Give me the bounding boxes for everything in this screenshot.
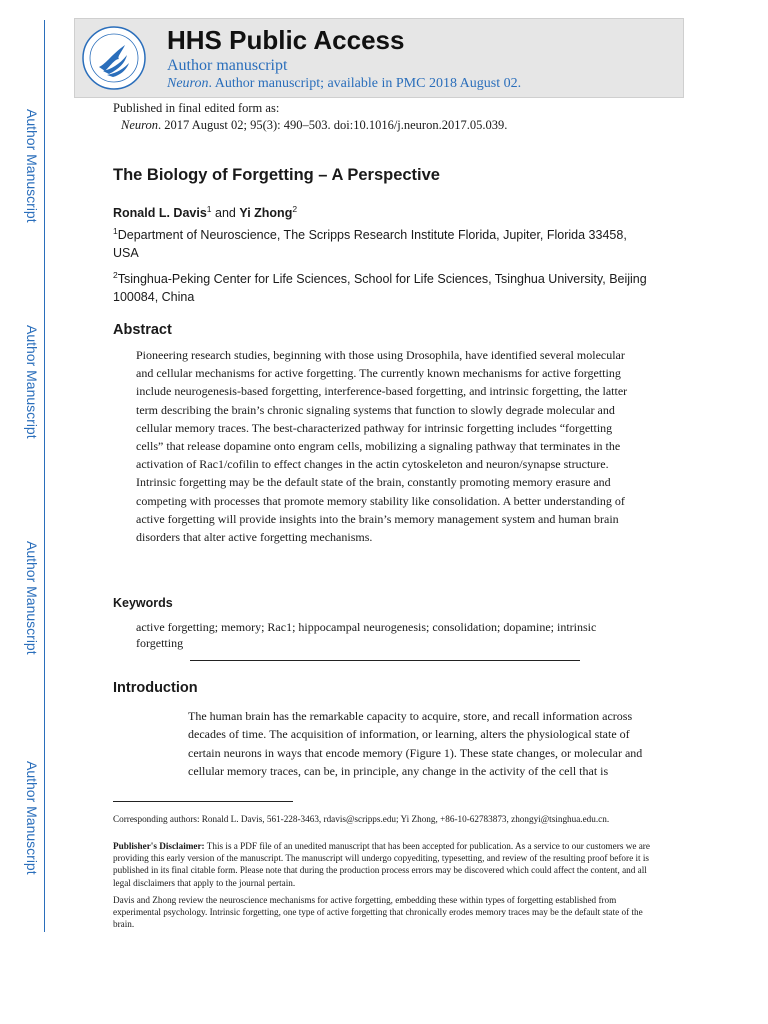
article-summary: Davis and Zhong review the neuroscience mechanisms for active forgetting, embedding these within types of forgetting established from experimental psychology. Intrinsic forgetting, one type of active forgetting that chronically erodes memory traces may be the default state of the brain. <box>113 895 643 930</box>
availability-line <box>167 76 521 92</box>
author-conjunction: and <box>211 206 240 220</box>
disclaimer-label: Publisher's Disclaimer: <box>113 841 205 851</box>
published-info <box>113 100 507 134</box>
author-name: Yi Zhong <box>239 206 293 220</box>
keywords-text: active forgetting; memory; Rac1; hippocampal neurogenesis; consolidation; dopamine; intrinsic forgetting <box>136 620 597 650</box>
side-label-author-manuscript: Author Manuscript <box>24 541 40 655</box>
hhs-eagle-seal-icon <box>81 25 147 91</box>
affiliation-marker: 1 <box>113 225 118 236</box>
article-title: The Biology of Forgetting – A Perspective <box>113 166 440 184</box>
author-name: Ronald L. Davis <box>113 206 207 220</box>
hhs-header <box>74 18 684 98</box>
hhs-title: HHS Public Access <box>167 25 405 55</box>
published-citation: . 2017 August 02; 95(3): 490–503. doi:10.1016/j.neuron.2017.05.039. <box>158 118 508 132</box>
abstract-heading: Abstract <box>113 322 172 338</box>
author-list <box>113 203 298 220</box>
disclaimer-text: This is a PDF file of an unedited manuscript that has been accepted for publication. As a service to our customers we are providing this early version of the manuscript. The manuscript will undergo copyediting, typesetting, and review of the resulting proof before it is published in its final citable form. Please note that during the production process errors may be discovered which could affect the content, and all legal disclaimers that apply to the journal pertain. <box>113 841 650 888</box>
author-manuscript-label: Author manuscript <box>167 57 288 74</box>
publisher-disclaimer <box>113 840 653 889</box>
introduction-heading: Introduction <box>113 680 198 696</box>
footnote-divider <box>113 801 293 802</box>
corresponding-authors: Corresponding authors: Ronald L. Davis, 561-228-3463, rdavis@scripps.edu; Yi Zhong, +86-10-62783873, zhongyi@tsinghua.edu.cn. <box>113 814 610 824</box>
affiliation-text: Department of Neuroscience, The Scripps Research Institute Florida, Jupiter, Florida 33458, USA <box>113 228 627 260</box>
affiliation <box>113 226 653 262</box>
side-label-author-manuscript: Author Manuscript <box>24 109 40 223</box>
abstract-text: Pioneering research studies, beginning with those using Drosophila, have identified several molecular and cellular mechanisms for active forgetting. The currently known mechanisms for active forgetting include neurogenesis-based forgetting, interference-based forgetting, and intrinsic forgetting, the latter term describing the brain’s chronic signaling systems that function to slowly degrade molecular and cellular memory traces. The best-characterized pathway for intrinsic forgetting includes “forgetting cells” that release dopamine onto engram cells, mobilizing a signaling pathway that terminates in the activation of Rac1/cofilin to effect changes in the actin cytoskeleton and neuron/synapse structure. Intrinsic forgetting may be the default state of the brain, constantly promoting memory erasure and competing with processes that promote memory stability like consolidation. A better understanding of active forgetting will provide insights into the brain’s memory management system and human brain disorders that alter active forgetting mechanisms. <box>136 348 628 545</box>
side-label-author-manuscript: Author Manuscript <box>24 761 40 875</box>
published-journal: Neuron <box>121 118 159 132</box>
author-affiliation-marker: 2 <box>292 203 298 214</box>
introduction-text: The human brain has the remarkable capacity to acquire, store, and recall information across decades of time. The acquisition of information, or learning, alters the physiological state of certain neurons in ways that encode memory (Figure 1). These state changes, or molecular and cellular memory traces, can be, in principle, any change in the activity of the cell that is <box>188 709 643 778</box>
section-divider <box>190 660 580 661</box>
margin-divider <box>44 20 45 932</box>
author-affiliation-marker: 1 <box>206 203 212 214</box>
affiliation-marker: 2 <box>113 269 118 280</box>
keywords-heading: Keywords <box>113 596 173 610</box>
affiliation <box>113 270 653 306</box>
side-label-author-manuscript: Author Manuscript <box>24 325 40 439</box>
published-label: Published in final edited form as: <box>113 101 280 115</box>
availability-text: . Author manuscript; available in PMC 2018 August 02. <box>208 76 522 91</box>
journal-name: Neuron <box>167 76 209 91</box>
affiliation-text: Tsinghua-Peking Center for Life Sciences, School for Life Sciences, Tsinghua University, Beijing 100084, China <box>113 272 647 304</box>
